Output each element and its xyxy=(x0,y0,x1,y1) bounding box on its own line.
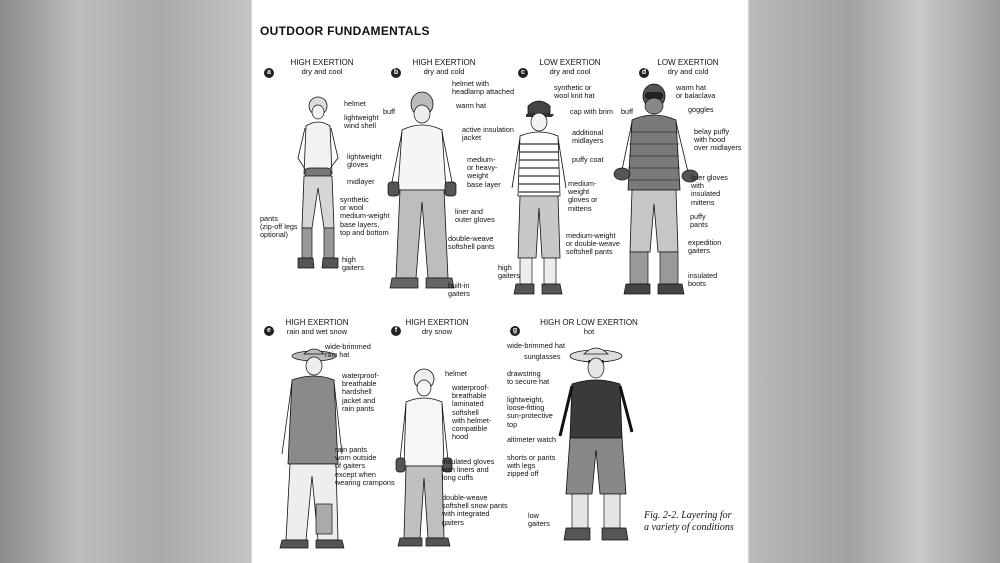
callout-label: insulated gloves with liners and long cuffs xyxy=(442,457,495,483)
callout-label: medium- or heavy- weight base layer xyxy=(467,155,501,189)
figure-caption: Fig. 2-2. Layering for a variety of conditions xyxy=(644,510,734,533)
callout-label: lightweight gloves xyxy=(347,152,382,170)
climber-figure xyxy=(384,90,460,300)
callout-label: high gaiters xyxy=(342,255,364,273)
callout-label: medium- weight gloves or mittens xyxy=(568,179,598,213)
climber-figure xyxy=(556,342,636,552)
callout-label: drawstring to secure hat xyxy=(507,369,550,387)
callout-label: shorts or pants with legs zipped off xyxy=(507,453,556,479)
callout-label: altimeter watch xyxy=(507,435,557,444)
callout-label: lightweight, loose-fitting sun-protective top xyxy=(507,395,553,429)
callout-label: buff xyxy=(383,107,396,116)
callout-label: goggles xyxy=(688,105,714,114)
panel-letter: a xyxy=(264,68,274,78)
callout-label: helmet with headlamp attached xyxy=(452,79,515,97)
panel-title: HIGH OR LOW EXERTION hot xyxy=(540,318,638,336)
book-page xyxy=(252,0,748,563)
panel-title: HIGH EXERTION dry and cool xyxy=(290,58,354,76)
callout-label: wide-brimmed rain hat xyxy=(325,342,371,360)
callout-label: cap with brim xyxy=(570,107,613,116)
callout-label: rain pants worn outside of gaiters except when wearing crampons xyxy=(335,445,395,487)
callout-label: double-weave softshell snow pants with integrated gaiters xyxy=(442,493,508,527)
callout-label: low gaiters xyxy=(528,511,550,529)
panel-title: HIGH EXERTION dry and cold xyxy=(412,58,476,76)
callout-label: sunglasses xyxy=(524,352,561,361)
callout-label: medium-weight or double-weave softshell pants xyxy=(566,231,620,257)
callout-label: double-weave softshell pants xyxy=(448,234,495,252)
callout-label: synthetic or wool knit hat xyxy=(554,83,595,101)
panel-letter: f xyxy=(391,326,401,336)
panel-letter: g xyxy=(510,326,520,336)
callout-label: liner gloves with insulated mittens xyxy=(691,173,728,207)
callout-label: puffy pants xyxy=(690,212,708,230)
climber-figure xyxy=(624,82,700,302)
callout-label: additional midlayers xyxy=(572,128,604,146)
panel-letter: c xyxy=(518,68,528,78)
panel-letter: e xyxy=(264,326,274,336)
callout-label: expedition gaiters xyxy=(688,238,722,256)
page-heading: OUTDOOR FUNDAMENTALS xyxy=(260,24,430,38)
callout-label: warm hat xyxy=(456,101,487,110)
panel-title: LOW EXERTION dry and cold xyxy=(657,58,719,76)
panel-title: HIGH EXERTION dry snow xyxy=(405,318,469,336)
callout-label: helmet xyxy=(344,99,366,108)
callout-label: belay puffy with hood over midlayers xyxy=(694,127,742,153)
callout-label: lightweight wind shell xyxy=(344,113,379,131)
callout-label: liner and outer gloves xyxy=(455,207,495,225)
callout-label: built-in gaiters xyxy=(448,281,470,299)
panel-letter: b xyxy=(391,68,401,78)
panel-letter: d xyxy=(639,68,649,78)
callout-label: helmet xyxy=(445,369,467,378)
callout-label: warm hat or balaclava xyxy=(676,83,716,101)
callout-label: pants (zip-off legs optional) xyxy=(260,214,298,240)
callout-label: synthetic or wool medium-weight base layers, top and bottom xyxy=(340,195,390,237)
callout-label: puffy coat xyxy=(572,155,604,164)
callout-label: insulated boots xyxy=(688,271,718,289)
callout-label: waterproof- breathable laminated softshell with helmet- compatible hood xyxy=(452,383,492,442)
callout-label: wide-brimmed hat xyxy=(507,341,565,350)
panel-title: HIGH EXERTION rain and wet snow xyxy=(285,318,349,336)
callout-label: midlayer xyxy=(347,177,375,186)
climber-figure xyxy=(288,96,348,281)
callout-label: active insulation jacket xyxy=(462,125,514,143)
panel-title: LOW EXERTION dry and cool xyxy=(539,58,601,76)
callout-label: waterproof- breathable hardshell jacket and rain pants xyxy=(342,371,379,413)
callout-label: high gaiters xyxy=(498,263,520,281)
callout-label: buff xyxy=(621,107,634,116)
